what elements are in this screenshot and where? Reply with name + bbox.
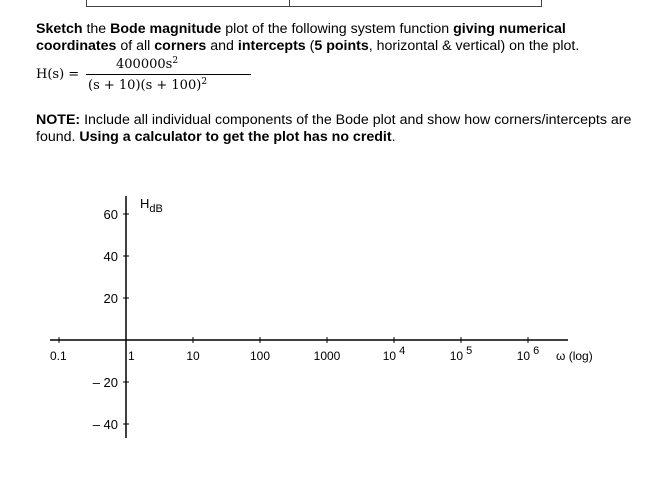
equation-numerator: $400000s^2$ <box>116 56 179 72</box>
x-tick-label: 0.1 <box>50 349 67 363</box>
y-tick-label: – 40 <box>92 417 118 432</box>
problem-statement: Sketch the Bode magnitude plot of the following system function giving numerical coordinates of all corners and intercepts (5 points, horizontal & vertical) on the plot. <box>36 21 580 54</box>
equation-denominator: $(s + 10)(s + 100)^2$ <box>88 77 208 93</box>
y-tick-label: – 20 <box>92 375 118 390</box>
x-tick-label: 1000 <box>313 349 341 363</box>
x-tick-label: 10 <box>186 349 200 363</box>
y-tick-label: 40 <box>103 249 118 264</box>
equation-lhs: H(s) = <box>36 67 80 82</box>
y-tick-label: 60 <box>103 207 118 222</box>
x-axis-label: ω (log) <box>556 349 593 363</box>
x-tick-label: 100 <box>249 349 271 363</box>
x-tick-label: 10 6 <box>516 345 540 363</box>
x-tick-label: 10 5 <box>449 345 473 363</box>
note: NOTE: Include all individual components of the Bode plot and show how corners/intercepts are found. Using a calculator to get the plot has no credit. <box>36 112 632 145</box>
y-axis-label: $H_{dB}$ <box>140 196 163 215</box>
y-tick-label: 20 <box>103 291 118 306</box>
x-tick-label: 1 <box>128 349 135 363</box>
x-tick-label: 10 4 <box>382 345 406 363</box>
